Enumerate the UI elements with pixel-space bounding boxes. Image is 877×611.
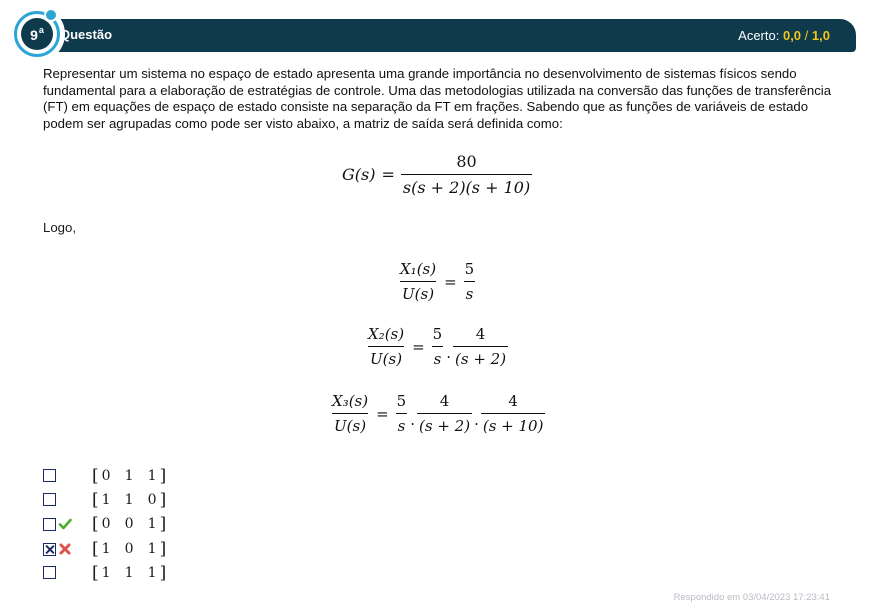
- matrix-value: 1: [147, 468, 157, 484]
- g-denominator: s(s + 2)(s + 10): [401, 174, 532, 197]
- x2-equals: =: [412, 337, 425, 356]
- matrix-value: 1: [101, 565, 111, 581]
- x3-equals: =: [376, 404, 389, 423]
- correct-check-icon: [58, 517, 72, 531]
- question-number-badge: [11, 8, 63, 60]
- formula-transfer-function: [342, 152, 532, 197]
- formula-x3: [330, 392, 545, 435]
- x2-lhs-den: U(s): [368, 346, 404, 368]
- bracket-close: ]: [159, 562, 167, 583]
- matrix-value: 1: [124, 468, 134, 484]
- question-header: [20, 19, 856, 52]
- x3-f2-num: 4: [439, 392, 450, 410]
- option-c-matrix: [92, 514, 166, 534]
- bracket-open: [: [92, 513, 99, 534]
- matrix-value: 1: [147, 516, 157, 532]
- x3-lhs-fraction: [330, 392, 370, 435]
- question-number: 9: [30, 27, 38, 43]
- matrix-value: 0: [124, 541, 134, 557]
- x3-f3-num: 4: [508, 392, 518, 410]
- option-c[interactable]: [43, 514, 72, 534]
- formula-x2: [366, 325, 508, 368]
- score: [738, 28, 830, 43]
- x1-f1-num: 5: [464, 260, 475, 278]
- option-e-matrix: [92, 563, 166, 583]
- x1-lhs-fraction: [398, 260, 438, 303]
- x3-lhs-den: U(s): [332, 413, 368, 435]
- x1-equals: =: [444, 272, 457, 291]
- matrix-value: 1: [124, 492, 134, 508]
- option-c-checkbox[interactable]: [43, 518, 56, 531]
- question-label: Questão: [60, 27, 113, 42]
- question-statement: Representar um sistema no espaço de estado apresenta uma grande importância no desenvolvimento de sistemas físicos sendo fundamental para a elaboração de estratégias de controle. Uma das metodologias utilizada na conversão das funções de transferência (FT) em equações de espaço de estado consiste na separação da FT em frações. Sabendo que as funções de variáveis de estado podem ser agrupadas como pode ser visto abaixo, a matriz de saída será definida como:: [43, 66, 832, 131]
- option-d-matrix: [92, 539, 166, 559]
- x2-f1-den: s: [432, 346, 444, 368]
- option-e-checkbox[interactable]: [43, 566, 56, 579]
- bracket-close: ]: [159, 513, 167, 534]
- score-max: 1,0: [811, 28, 830, 43]
- option-a[interactable]: [43, 465, 56, 485]
- x2-f2: [453, 325, 508, 368]
- answered-timestamp: Respondido em 03/04/2023 17:23:41: [673, 592, 830, 603]
- option-d[interactable]: [43, 539, 72, 559]
- option-b-checkbox[interactable]: [43, 493, 56, 506]
- x3-f2-den: (s + 2): [417, 413, 472, 435]
- x2-lhs-fraction: [366, 325, 406, 368]
- x3-dot2: .: [474, 410, 479, 429]
- matrix-value: 1: [147, 565, 157, 581]
- x2-lhs-num: X₂(s): [368, 325, 405, 343]
- option-b[interactable]: [43, 489, 56, 509]
- matrix-value: 0: [101, 468, 111, 484]
- option-d-checkbox[interactable]: [43, 543, 56, 556]
- wrong-x-icon: [58, 542, 72, 556]
- x2-dot: .: [446, 343, 451, 362]
- x3-f1-num: 5: [396, 392, 407, 410]
- option-a-checkbox[interactable]: [43, 469, 56, 482]
- matrix-value: 0: [101, 516, 111, 532]
- x1-lhs-den: U(s): [400, 281, 436, 303]
- question-ordinal: a: [38, 25, 44, 35]
- bracket-open: [: [92, 538, 99, 559]
- x1-f1: [463, 260, 477, 303]
- g-lhs: G(s): [342, 165, 376, 184]
- bracket-open: [: [92, 465, 99, 486]
- x2-f1: [431, 325, 445, 368]
- x3-lhs-num: X₃(s): [332, 392, 369, 410]
- x2-f1-num: 5: [432, 325, 443, 343]
- matrix-value: 1: [101, 541, 111, 557]
- matrix-value: 1: [101, 492, 111, 508]
- x3-f3: [481, 392, 546, 435]
- x3-f1-den: s: [396, 413, 408, 435]
- formula-x1: [398, 260, 476, 303]
- score-label: Acerto:: [738, 28, 780, 43]
- option-b-matrix: [92, 490, 166, 510]
- option-a-matrix: [92, 466, 166, 486]
- matrix-value: 1: [124, 565, 134, 581]
- score-got: 0,0: [782, 28, 802, 43]
- option-e[interactable]: [43, 562, 56, 582]
- bracket-close: ]: [159, 538, 167, 559]
- x3-f2: [417, 392, 472, 435]
- x3-dot: .: [410, 410, 415, 429]
- logo-text: Logo,: [43, 220, 77, 235]
- x2-f2-den: (s + 2): [453, 346, 508, 368]
- bracket-close: ]: [159, 489, 167, 510]
- x2-f2-num: 4: [475, 325, 486, 343]
- matrix-value: 1: [147, 541, 157, 557]
- matrix-value: 0: [147, 492, 157, 508]
- g-fraction: [401, 152, 532, 197]
- score-separator: /: [804, 28, 809, 43]
- g-numerator: 80: [456, 152, 477, 171]
- x1-lhs-num: X₁(s): [400, 260, 437, 278]
- matrix-value: 0: [124, 516, 134, 532]
- bracket-open: [: [92, 489, 99, 510]
- bracket-close: ]: [159, 465, 167, 486]
- x3-f1: [395, 392, 409, 435]
- bracket-open: [: [92, 562, 99, 583]
- g-equals: =: [381, 165, 395, 184]
- x1-f1-den: s: [464, 281, 476, 303]
- x3-f3-den: (s + 10): [481, 413, 546, 435]
- badge-dot-icon: [44, 8, 58, 22]
